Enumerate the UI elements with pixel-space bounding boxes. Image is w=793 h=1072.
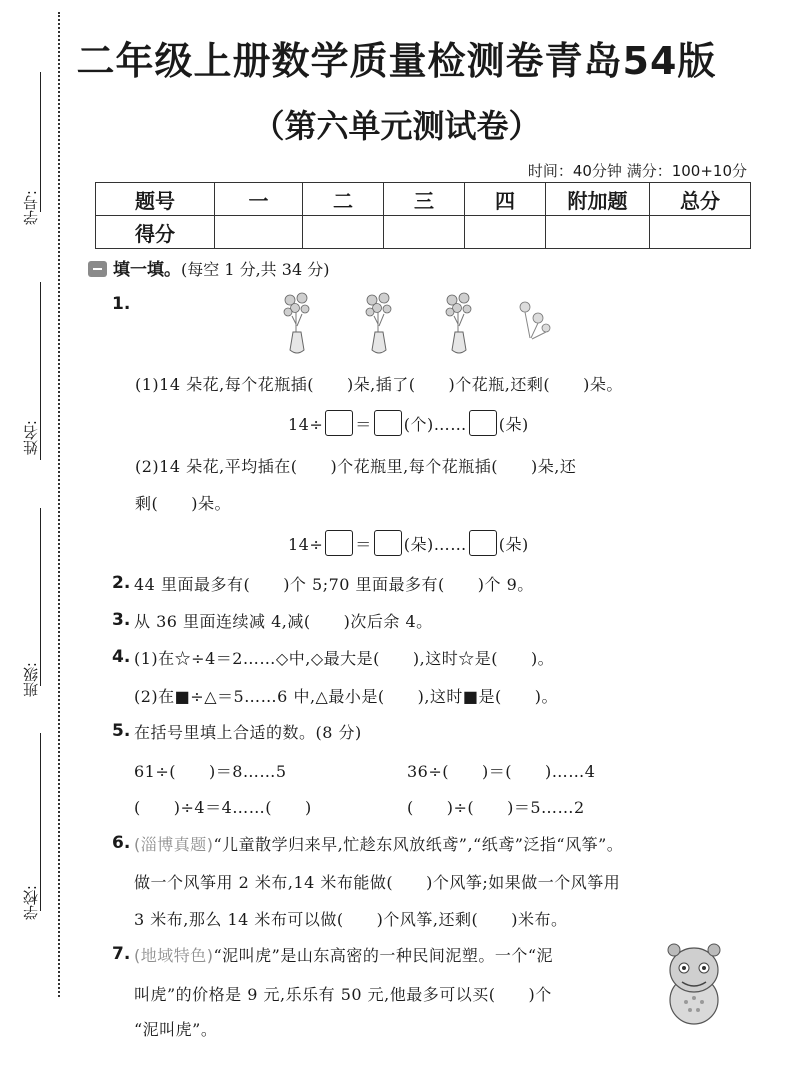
score-input-cell[interactable] <box>546 216 650 249</box>
score-table-score-row <box>96 216 751 249</box>
equation-text: (朵)…… <box>403 535 467 554</box>
q5-equation-1: 61÷( )＝8……5 <box>134 762 287 781</box>
equation-text: 14÷ <box>288 415 324 434</box>
q7-line1 <box>134 943 553 966</box>
binding-dashed-line <box>58 12 60 997</box>
section-badge-icon <box>88 261 107 277</box>
table-cell: 四 <box>465 183 546 216</box>
question-number: 3. <box>112 610 131 630</box>
source-tag: (淄博真题) <box>134 835 214 854</box>
q3-text: 从 36 里面连续减 4,减( )次后余 4。 <box>134 612 433 631</box>
q7-line3: “泥叫虎”。 <box>134 1020 218 1039</box>
answer-box[interactable] <box>325 410 353 436</box>
question-number: 2. <box>112 573 131 593</box>
school-label: 学校: <box>22 885 40 921</box>
table-cell: 总分 <box>650 183 751 216</box>
page-subtitle: （第六单元测试卷） <box>252 107 541 145</box>
page-title: 二年级上册数学质量检测卷青岛54版 <box>76 39 717 83</box>
equation-text: (朵) <box>498 535 529 554</box>
question-number: 4. <box>112 647 131 667</box>
section-1-heading <box>88 255 329 280</box>
score-table <box>95 182 751 249</box>
table-cell: 三 <box>384 183 465 216</box>
q7-line2: 叫虎”的价格是 9 元,乐乐有 50 元,他最多可以买( )个 <box>134 985 552 1004</box>
table-cell: 得分 <box>96 216 215 249</box>
q5-equation-3: ( )÷4＝4……( ) <box>134 798 312 817</box>
table-cell: 题号 <box>96 183 215 216</box>
section-note: (每空 1 分,共 34 分) <box>181 260 330 279</box>
name-label: 姓名: <box>22 420 40 456</box>
q7-text: “泥叫虎”是山东高密的一种民间泥塑。一个“泥 <box>213 946 554 965</box>
answer-box[interactable] <box>325 530 353 556</box>
score-input-cell[interactable] <box>384 216 465 249</box>
time-score-info: 时间：40分钟 满分：100+10分 <box>527 162 747 180</box>
question-number: 5. <box>112 721 131 741</box>
q4-part1: (1)在☆÷4＝2……◇中,◇最大是( ),这时☆是( )。 <box>134 649 555 668</box>
student-number-label: 学号: <box>22 190 40 226</box>
flower-vase-icon <box>442 292 476 356</box>
source-tag: (地域特色) <box>134 946 214 965</box>
score-input-cell[interactable] <box>215 216 303 249</box>
score-table-header-row <box>96 183 751 216</box>
flower-vase-icon <box>280 292 314 356</box>
class-label: 班级: <box>22 662 40 698</box>
q1-equation-1 <box>288 410 529 436</box>
answer-box[interactable] <box>374 410 402 436</box>
equation-text: ＝ <box>355 415 372 434</box>
q6-text: “儿童散学归来早,忙趁东风放纸鸢”,“纸鸢”泛指“风筝”。 <box>213 835 624 854</box>
q2-text: 44 里面最多有( )个 5;70 里面最多有( )个 9。 <box>134 575 534 594</box>
question-number: 7. <box>112 944 131 964</box>
score-input-cell[interactable] <box>303 216 384 249</box>
q1-part2-line1: (2)14 朵花,平均插在( )个花瓶里,每个花瓶插( )朵,还 <box>135 457 577 476</box>
table-cell: 附加题 <box>546 183 650 216</box>
answer-box[interactable] <box>374 530 402 556</box>
answer-box[interactable] <box>469 530 497 556</box>
score-input-cell[interactable] <box>650 216 751 249</box>
question-number: 1. <box>112 294 131 314</box>
equation-text: (个)…… <box>403 415 467 434</box>
binding-line-3 <box>40 508 41 686</box>
q1-equation-2 <box>288 530 529 556</box>
table-cell: 二 <box>303 183 384 216</box>
q5-text: 在括号里填上合适的数。(8 分) <box>134 723 362 742</box>
clay-tiger-icon <box>662 940 726 1026</box>
q6-line3: 3 米布,那么 14 米布可以做( )个风筝,还剩( )米布。 <box>134 910 568 929</box>
q1-part2-line2: 剩( )朵。 <box>135 494 231 513</box>
q6-line2: 做一个风筝用 2 米布,14 米布能做( )个风筝;如果做一个风筝用 <box>134 873 621 892</box>
q1-part1: (1)14 朵花,每个花瓶插( )朵,插了( )个花瓶,还剩( )朵。 <box>135 375 623 394</box>
equation-text: (朵) <box>498 415 529 434</box>
answer-box[interactable] <box>469 410 497 436</box>
q5-equation-4: ( )÷( )＝5……2 <box>407 798 585 817</box>
section-title: 填一填。 <box>113 260 181 280</box>
question-number: 6. <box>112 833 131 853</box>
score-input-cell[interactable] <box>465 216 546 249</box>
equation-text: ＝ <box>355 535 372 554</box>
loose-flowers-icon <box>516 298 552 342</box>
q4-part2: (2)在■÷△＝5……6 中,△最小是( ),这时■是( )。 <box>134 687 559 706</box>
table-cell: 一 <box>215 183 303 216</box>
q5-equation-2: 36÷( )＝( )……4 <box>407 762 596 781</box>
equation-text: 14÷ <box>288 535 324 554</box>
q6-line1 <box>134 832 623 855</box>
flower-vase-icon <box>362 292 396 356</box>
